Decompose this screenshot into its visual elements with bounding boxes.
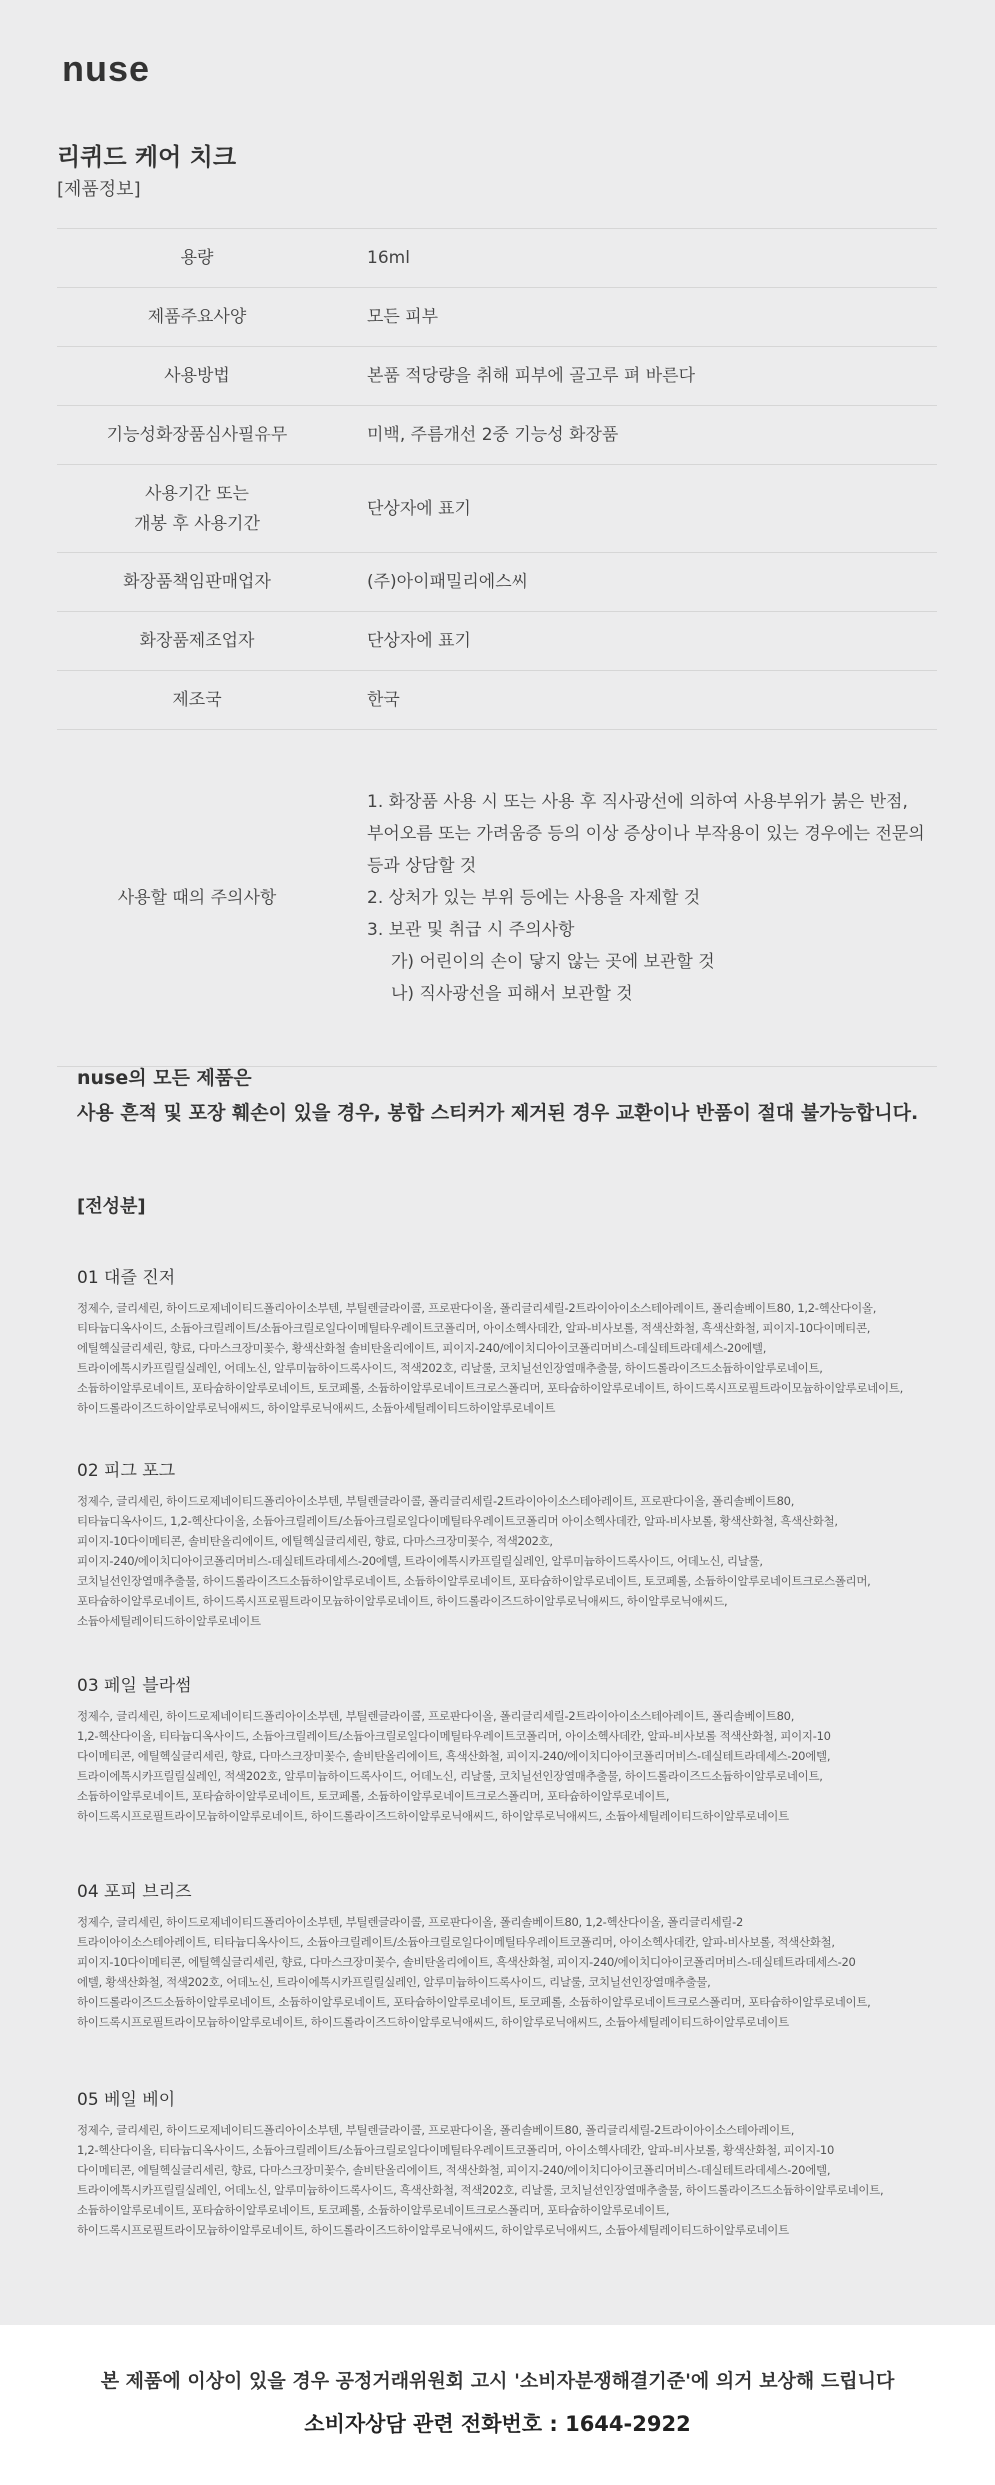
ingredient-text: [77, 1706, 957, 1826]
caution-line: 나) 직사광선을 피해서 보관할 것: [391, 984, 633, 1004]
ingredient-line: 다이메티콘, 에틸헥실글리세린, 향료, 다마스크장미꽃수, 솔비탄올리에이트, 적색산화철, 피이지-240/에이치디아이코폴리머비스-데실테트라데세스-20에텔,: [77, 2163, 831, 2177]
ingredient-line: 하이드록시프로필트라이모늄하이알루로네이트, 하이드롤라이즈드하이알루로닉애씨드, 하이알루로닉애씨드, 소듐아세틸레이티드하이알루로네이트: [77, 2223, 789, 2237]
brand-logo: nuse: [62, 48, 151, 89]
ingredient-line: 하이드록시프로필트라이모늄하이알루로네이트, 하이드롤라이즈드하이알루로닉애씨드, 하이알루로닉애씨드, 소듐아세틸레이티드하이알루로네이트: [77, 2015, 789, 2029]
product-info-table: [57, 228, 937, 1067]
notice-text: 사용 흔적 및 포장 훼손이 있을 경우, 봉합 스티커가 제거된 경우 교환이나 반품이 절대 불가능합니다.: [77, 1102, 919, 1124]
ingredient-text: [77, 1298, 957, 1418]
ingredient-line: 소듐하이알루로네이트, 포타슘하이알루로네이트, 토코페롤, 소듐하이알루로네이트크로스폴리머, 포타슘하이알루로네이트, 하이드록시프로필트라이모늄하이알루로네이트,: [77, 1381, 903, 1395]
ingredient-line: 정제수, 글리세린, 하이드로제네이티드폴리아이소부텐, 부틸렌글라이콜, 폴리글리세릴-2트라이아이소스테아레이트, 프로판다이올, 폴리솔베이트80,: [77, 1494, 795, 1508]
info-value: 단상자에 표기: [337, 612, 937, 671]
info-row-caution: [57, 730, 937, 1067]
ingredient-line: 소듐하이알루로네이트, 포타슘하이알루로네이트, 토코페롤, 소듐하이알루로네이트크로스폴리머, 포타슘하이알루로네이트,: [77, 1789, 670, 1803]
ingredient-text: [77, 2120, 957, 2240]
ingredient-name: 04 포피 브리즈: [77, 1882, 192, 1902]
ingredient-text: [77, 1912, 957, 2032]
ingredient-line: 다이메티콘, 에틸헥실글리세린, 향료, 다마스크장미꽃수, 솔비탄올리에이트, 흑색산화철, 피이지-240/에이치디아이코폴리머비스-데실테트라데세스-20에텔,: [77, 1749, 831, 1763]
footer-customer-phone: 소비자상담 관련 전화번호 : 1644-2922: [304, 2412, 691, 2436]
notice-brand-line: nuse의 모든 제품은: [77, 1067, 252, 1089]
ingredient-line: 피이지-240/에이치디아이코폴리머비스-데실테트라데세스-20에텔, 트라이에톡시카프릴릴실레인, 알루미늄하이드록사이드, 어데노신, 리날룰,: [77, 1554, 763, 1568]
info-key: 화장품제조업자: [57, 612, 337, 671]
caution-line: 1. 화장품 사용 시 또는 사용 후 직사광선에 의하여 사용부위가 붉은 반점,: [367, 792, 908, 812]
ingredient-line: 하이드록시프로필트라이모늄하이알루로네이트, 하이드롤라이즈드하이알루로닉애씨드, 하이알루로닉애씨드, 소듐아세틸레이티드하이알루로네이트: [77, 1809, 789, 1823]
ingredient-line: 1,2-헥산다이올, 티타늄디옥사이드, 소듐아크릴레이트/소듐아크릴로일다이메틸타우레이트코폴리머, 아이소헥사데칸, 알파-비사보롤 적색산화철, 피이지-10: [77, 1729, 831, 1743]
info-row: [57, 671, 937, 730]
info-key: 기능성화장품심사필유무: [57, 406, 337, 465]
ingredient-name: 05 베일 베이: [77, 2090, 176, 2110]
info-value: 16ml: [337, 229, 937, 288]
info-key: 사용방법: [57, 347, 337, 406]
info-value: 단상자에 표기: [337, 465, 937, 553]
ingredient-line: 에텔, 황색산화철, 적색202호, 어데노신, 트라이에톡시카프릴릴실레인, 알루미늄하이드록사이드, 리날룰, 코치닐선인장열매추출물,: [77, 1975, 711, 1989]
ingredient-line: 트라이에톡시카프릴릴실레인, 적색202호, 알루미늄하이드록사이드, 어데노신, 리날룰, 코치닐선인장열매추출물, 하이드롤라이즈드소듐하이알루로네이트,: [77, 1769, 823, 1783]
info-row: [57, 347, 937, 406]
info-row: [57, 229, 937, 288]
info-key: 제품주요사양: [57, 288, 337, 347]
info-key: [57, 465, 337, 553]
ingredient-line: 에틸헥실글리세린, 향료, 다마스크장미꽃수, 황색산화철 솔비탄올리에이트, 피이지-240/에이치디아이코폴리머비스-데실테트라데세스-20에텔,: [77, 1341, 767, 1355]
info-row: [57, 612, 937, 671]
info-row: [57, 465, 937, 553]
ingredient-block: [77, 1877, 957, 2032]
ingredient-line: 정제수, 글리세린, 하이드로제네이티드폴리아이소부텐, 부틸렌글라이콜, 프로판다이올, 폴리글리세릴-2트라이아이소스테아레이트, 폴리솔베이트80, 1,2-헥산다이올,: [77, 1301, 877, 1315]
ingredient-block: [77, 1263, 957, 1418]
info-key: 제조국: [57, 671, 337, 730]
ingredient-line: 피이지-10다이메티콘, 에틸헥실글리세린, 향료, 다마스크장미꽃수, 솔비탄올리에이트, 흑색산화철, 피이지-240/에이치디아이코폴리머비스-데실테트라데세스-20: [77, 1955, 856, 1969]
info-value: 한국: [337, 671, 937, 730]
info-row: [57, 288, 937, 347]
ingredient-text: [77, 1491, 957, 1631]
ingredient-line: 트라이에톡시카프릴릴실레인, 어데노신, 알루미늄하이드록사이드, 흑색산화철, 적색202호, 리날룰, 코치닐선인장열매추출물, 하이드롤라이즈드소듐하이알루로네이트,: [77, 2183, 884, 2197]
ingredient-line: 포타슘하이알루로네이트, 하이드록시프로필트라이모늄하이알루로네이트, 하이드롤라이즈드하이알루로닉애씨드, 하이알루로닉애씨드,: [77, 1594, 728, 1608]
info-value: 미백, 주름개선 2중 기능성 화장품: [337, 406, 937, 465]
info-key-line: 사용기간 또는: [145, 483, 249, 504]
caution-line: 3. 보관 및 취급 시 주의사항: [367, 920, 575, 940]
product-title: 리퀴드 케어 치크: [57, 143, 236, 171]
info-value: 본품 적당량을 취해 피부에 골고루 펴 바른다: [337, 347, 937, 406]
info-row: [57, 406, 937, 465]
info-key: 용량: [57, 229, 337, 288]
ingredient-name: 03 페일 블라썸: [77, 1676, 192, 1696]
ingredient-line: 트라이에톡시카프릴릴실레인, 어데노신, 알루미늄하이드록사이드, 적색202호, 리날룰, 코치닐선인장열매추출물, 하이드롤라이즈드소듐하이알루로네이트,: [77, 1361, 823, 1375]
ingredient-line: 피이지-10다이메티콘, 솔비탄올리에이트, 에틸헥실글리세린, 향료, 다마스크장미꽃수, 적색202호,: [77, 1534, 553, 1548]
ingredient-line: 소듐하이알루로네이트, 포타슘하이알루로네이트, 토코페롤, 소듐하이알루로네이트크로스폴리머, 포타슘하이알루로네이트,: [77, 2203, 670, 2217]
footer-compensation-notice: 본 제품에 이상이 있을 경우 공정거래위원회 고시 '소비자분쟁해결기준'에 의거 보상해 드립니다: [100, 2370, 895, 2392]
ingredient-line: 정제수, 글리세린, 하이드로제네이티드폴리아이소부텐, 부틸렌글라이콜, 프로판다이올, 폴리솔베이트80, 폴리글리세릴-2트라이아이소스테아레이트,: [77, 2123, 795, 2137]
ingredient-line: 1,2-헥산다이올, 티타늄디옥사이드, 소듐아크릴레이트/소듐아크릴로일다이메틸타우레이트코폴리머, 아이소헥사데칸, 알파-비사보롤, 황색산화철, 피이지-10: [77, 2143, 834, 2157]
ingredient-line: 티타늄디옥사이드, 소듐아크릴레이트/소듐아크릴로일다이메틸타우레이트코폴리머, 아이소헥사데칸, 알파-비사보롤, 적색산화철, 흑색산화철, 피이지-10다이메티콘,: [77, 1321, 871, 1335]
ingredient-line: 티타늄디옥사이드, 1,2-헥산다이올, 소듐아크릴레이트/소듐아크릴로일다이메틸타우레이트코폴리머 아이소헥사데칸, 알파-비사보롤, 황색산화철, 흑색산화철,: [77, 1514, 838, 1528]
caution-list: [337, 730, 937, 1067]
ingredient-line: 트라이아이소스테아레이트, 티타늄디옥사이드, 소듐아크릴레이트/소듐아크릴로일다이메틸타우레이트코폴리머, 아이소헥사데칸, 알파-비사보롤, 적색산화철,: [77, 1935, 835, 1949]
info-value: (주)아이패밀리에스씨: [337, 553, 937, 612]
caution-line: 부어오름 또는 가려움증 등의 이상 증상이나 부작용이 있는 경우에는 전문의: [367, 824, 925, 844]
info-value: 모든 피부: [337, 288, 937, 347]
ingredient-line: 정제수, 글리세린, 하이드로제네이티드폴리아이소부텐, 부틸렌글라이콜, 프로판다이올, 폴리솔베이트80, 1,2-헥산다이올, 폴리글리세릴-2: [77, 1915, 743, 1929]
caution-line: 가) 어린이의 손이 닿지 않는 곳에 보관할 것: [391, 952, 715, 972]
ingredient-line: 코치닐선인장열매추출물, 하이드롤라이즈드소듐하이알루로네이트, 소듐하이알루로네이트, 포타슘하이알루로네이트, 토코페롤, 소듐하이알루로네이트크로스폴리머,: [77, 1574, 871, 1588]
caution-line: 2. 상처가 있는 부위 등에는 사용을 자제할 것: [367, 888, 701, 908]
ingredient-line: 하이드롤라이즈드소듐하이알루로네이트, 소듐하이알루로네이트, 포타슘하이알루로네이트, 토코페롤, 소듐하이알루로네이트크로스폴리머, 포타슘하이알루로네이트,: [77, 1995, 871, 2009]
info-key-line: 개봉 후 사용기간: [134, 513, 260, 534]
ingredient-block: [77, 1456, 957, 1631]
ingredient-name: 02 피그 포그: [77, 1461, 176, 1481]
info-section-label: [제품정보]: [57, 179, 141, 200]
info-row: [57, 553, 937, 612]
ingredient-line: 소듐아세틸레이티드하이알루로네이트: [77, 1614, 261, 1628]
ingredient-block: [77, 2085, 957, 2240]
ingredient-line: 하이드롤라이즈드하이알루로닉애씨드, 하이알루로닉애씨드, 소듐아세틸레이티드하이알루로네이트: [77, 1401, 556, 1415]
ingredient-name: 01 대즐 진저: [77, 1268, 176, 1288]
info-key: 사용할 때의 주의사항: [57, 730, 337, 1067]
ingredients-title: [전성분]: [77, 1196, 146, 1217]
caution-line: 등과 상담할 것: [367, 856, 477, 876]
ingredient-block: [77, 1671, 957, 1826]
info-key: 화장품책임판매업자: [57, 553, 337, 612]
ingredient-line: 정제수, 글리세린, 하이드로제네이티드폴리아이소부텐, 부틸렌글라이콜, 프로판다이올, 폴리글리세릴-2트라이아이소스테아레이트, 폴리솔베이트80,: [77, 1709, 795, 1723]
